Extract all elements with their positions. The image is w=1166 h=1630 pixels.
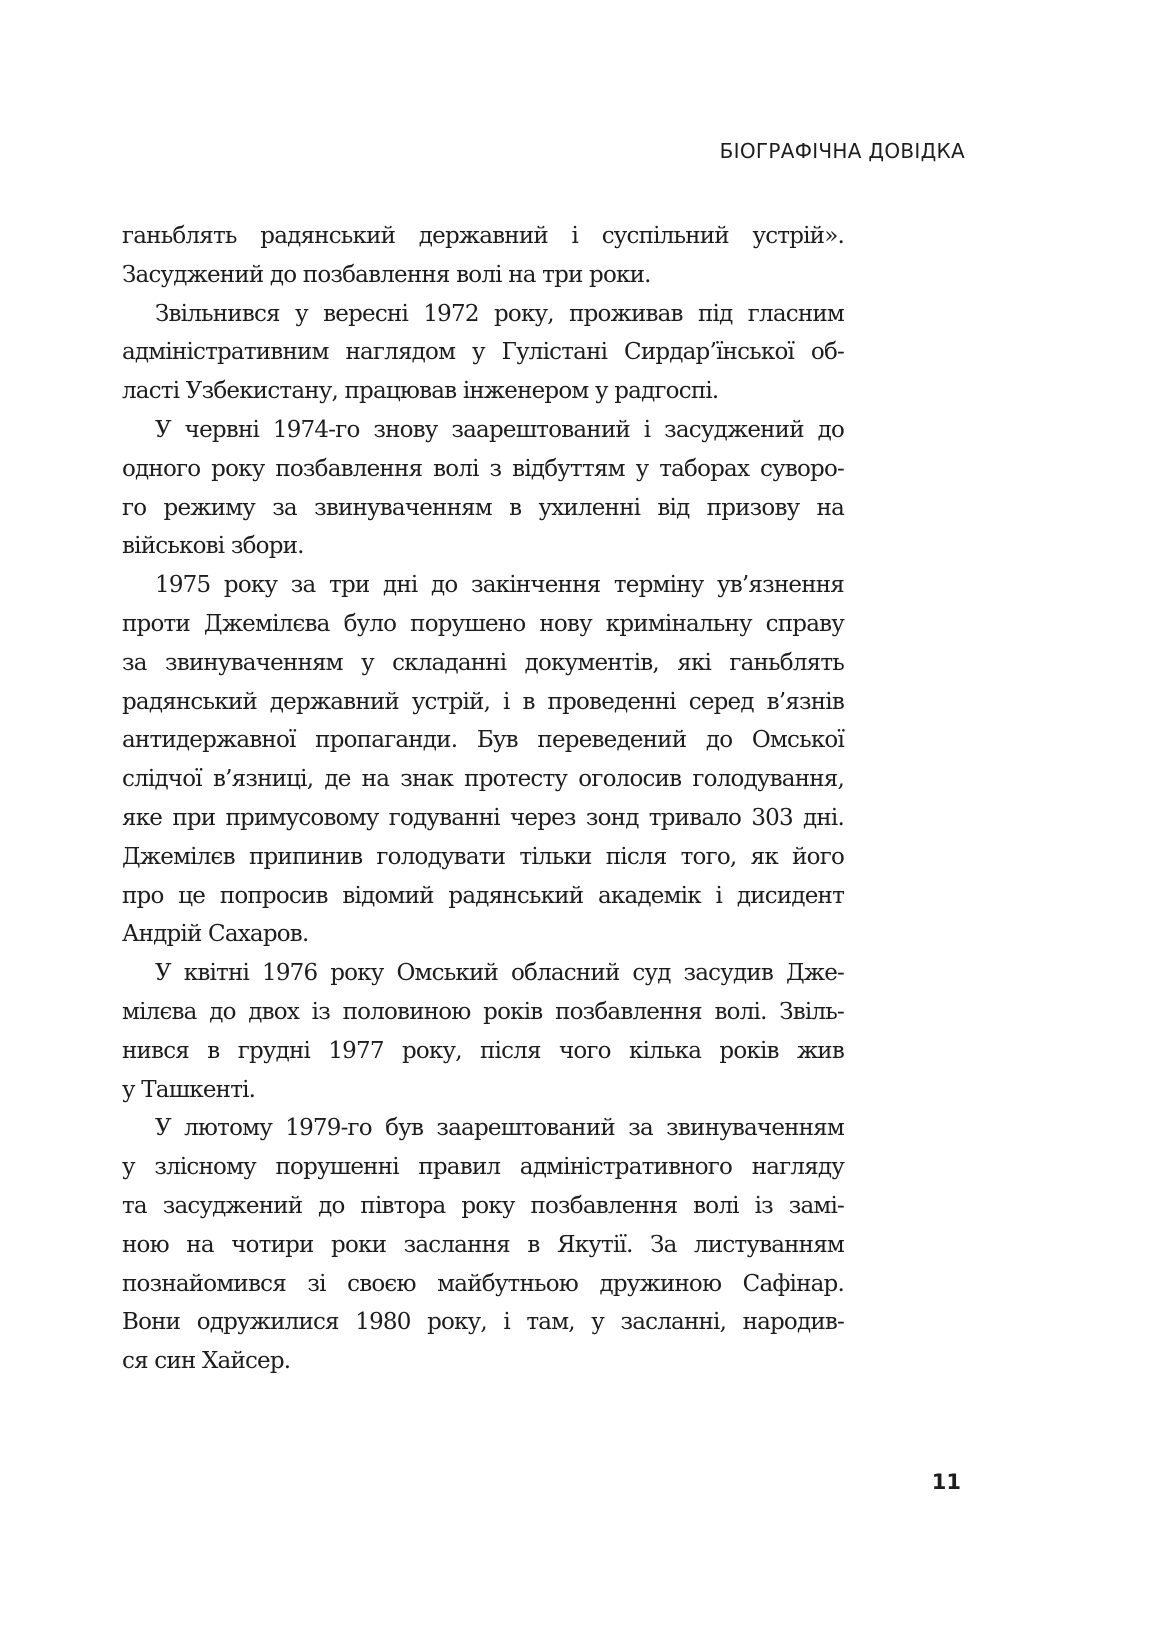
paragraph — [122, 411, 844, 566]
text-line: Вони одружилися 1980 року, і там, у засланні, народив- — [122, 1309, 844, 1336]
text-line: яке при примусовому годуванні через зонд тривало 303 дні. — [122, 804, 844, 831]
paragraph — [122, 954, 844, 1109]
page-number: 11 — [931, 1470, 961, 1494]
text-line: одного року позбавлення волі з відбуттям у таборах суворо- — [122, 455, 844, 482]
text-line: про це попросив відомий радянський академік і дисидент — [122, 882, 844, 909]
paragraph — [122, 566, 844, 954]
text-line: познайомився зі своєю майбутньою дружиною Сафінар. — [122, 1270, 844, 1297]
text-line: адміністративним наглядом у Гулістані Сирдар’їнської об- — [122, 339, 844, 366]
text-line: у Ташкенті. — [122, 1076, 256, 1103]
text-line: за звинуваченням у складанні документів, які ганьблять — [122, 649, 844, 676]
text-line: проти Джемілєва було порушено нову кримінальну справу — [122, 610, 844, 637]
text-line: радянський державний устрій, і в проведенні серед в’язнів — [122, 688, 844, 715]
paragraph — [122, 295, 844, 411]
text-line: у злісному порушенні правил адміністративного нагляду — [122, 1154, 844, 1181]
text-line: Засуджений до позбавлення волі на три роки. — [122, 261, 651, 288]
text-line: мілєва до двох із половиною років позбавлення волі. Звіль- — [122, 998, 844, 1025]
paragraph — [122, 217, 844, 295]
body-text — [122, 217, 844, 1381]
running-head: БІОГРАФІЧНА ДОВІДКА — [719, 139, 965, 163]
text-line: Звільнився у вересні 1972 року, проживав під гласним — [155, 300, 844, 327]
text-line: Андрій Сахаров. — [122, 921, 309, 948]
text-line: Джемілєв припинив голодувати тільки після того, як його — [122, 843, 844, 870]
paragraph — [122, 1109, 844, 1381]
text-line: У квітні 1976 року Омський обласний суд засудив Дже- — [155, 960, 844, 987]
text-line: військові збори. — [122, 533, 304, 560]
text-line: У червні 1974-го знову заарештований і засуджений до — [155, 416, 844, 443]
text-line: ласті Узбекистану, працював інженером у радгоспі. — [122, 378, 719, 405]
text-line: ся син Хайсер. — [122, 1348, 291, 1375]
text-line: го режиму за звинуваченням в ухиленні від призову на — [122, 494, 844, 521]
text-line: та засуджений до півтора року позбавлення волі із замі- — [122, 1192, 844, 1219]
text-line: 1975 року за три дні до закінчення терміну ув’язнення — [155, 572, 844, 599]
text-line: ганьблять радянський державний і суспільний устрій». — [122, 223, 844, 249]
text-line: антидержавної пропаганди. Був переведений до Омської — [122, 727, 844, 754]
text-line: У лютому 1979-го був заарештований за звинуваченням — [155, 1115, 844, 1142]
text-line: ною на чотири роки заслання в Якутії. За листуванням — [122, 1231, 844, 1258]
text-line: нився в грудні 1977 року, після чого кілька років жив — [122, 1037, 844, 1064]
text-line: слідчої в’язниці, де на знак протесту оголосив голодування, — [122, 766, 844, 793]
